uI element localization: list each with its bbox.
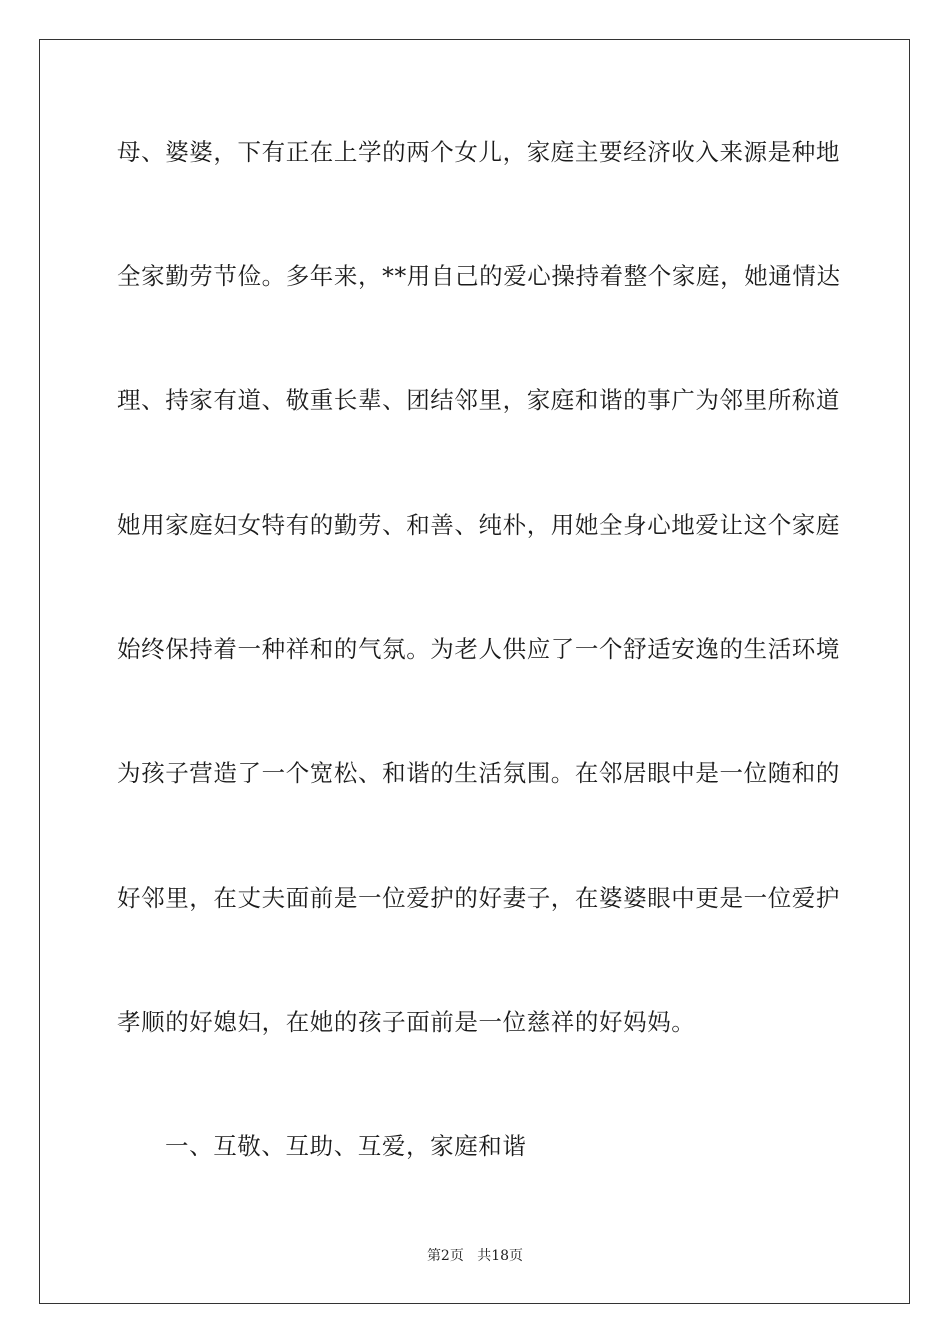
section-heading: 一、互敬、互助、互爱，家庭和谐 (165, 1132, 527, 1160)
paragraph-line-1: 母、婆婆，下有正在上学的两个女儿，家庭主要经济收入来源是种地 (117, 138, 840, 166)
paragraph-line-6: 为孩子营造了一个宽松、和谐的生活氛围。在邻居眼中是一位随和的 (117, 759, 840, 787)
page-border (39, 39, 910, 1304)
paragraph-line-7: 好邻里，在丈夫面前是一位爱护的好妻子，在婆婆眼中更是一位爱护 (117, 884, 840, 912)
page-footer (0, 1246, 950, 1266)
page-total: 共18页 (477, 1248, 524, 1264)
paragraph-line-3: 理、持家有道、敬重长辈、团结邻里，家庭和谐的事广为邻里所称道 (117, 386, 840, 414)
paragraph-line-4: 她用家庭妇女特有的勤劳、和善、纯朴，用她全身心地爱让这个家庭 (117, 511, 840, 539)
page-number: 第2页 (426, 1248, 464, 1264)
paragraph-line-8: 孝顺的好媳妇，在她的孩子面前是一位慈祥的好妈妈。 (117, 1008, 696, 1036)
paragraph-line-5: 始终保持着一种祥和的气氛。为老人供应了一个舒适安逸的生活环境 (117, 635, 840, 663)
paragraph-line-2: 全家勤劳节俭。多年来，**用自己的爱心操持着整个家庭，她通情达 (117, 262, 841, 290)
